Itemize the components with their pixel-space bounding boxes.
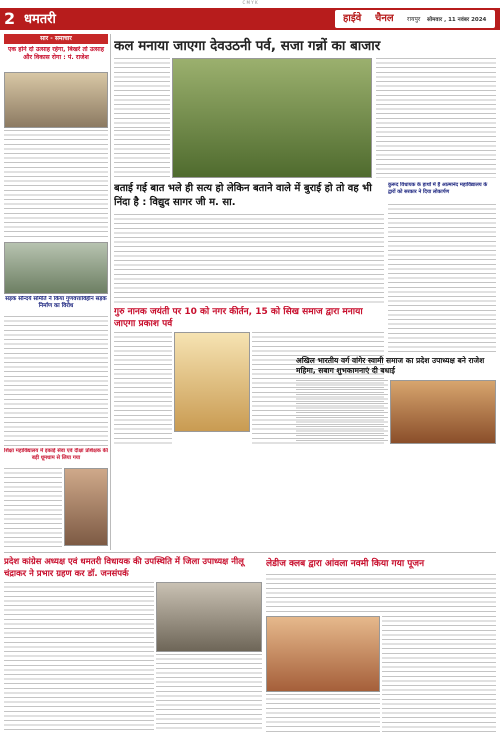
pradesh-body <box>4 582 154 732</box>
guru-photo <box>174 332 250 432</box>
brief1-headline: एक होने दो उत्साह रहेगा, बिखरे तो उत्साह और विकास रोगा : पं. राजेश <box>7 46 105 61</box>
guru-body-left <box>114 332 172 444</box>
lead-body <box>114 214 384 304</box>
paper-channel: चैनल <box>375 13 394 24</box>
right-top-headline: कुरूद विधायक के हाथों में है आत्मानंद महाविद्यालय के द्वारों को सरकार ने दिया लोकार्पण <box>388 182 488 195</box>
banner-photo <box>172 58 372 178</box>
pradesh-photo <box>156 582 262 652</box>
ladies-body3 <box>266 694 380 732</box>
ladies-photo <box>266 616 380 692</box>
paper-name-box <box>335 10 495 28</box>
section-name: धमतरी <box>24 12 56 27</box>
brief3-headline: शिक्षा महाविद्यालय में इकाई सेवा एवं दीक्षा प्रशिक्षक की बड़ी धूमधाम से लिया गया <box>4 448 108 461</box>
paper-date: सोमवार , 11 नवंबर 2024 <box>427 17 487 23</box>
cmyk-strip: C M Y K <box>242 0 258 5</box>
banner-col2 <box>114 130 170 178</box>
brief3-body <box>4 468 62 548</box>
banner-headline: कल मनाया जाएगा देवउठनी पर्व, सजा गन्नों का बाजार <box>114 38 381 54</box>
sidebar-title-bar: सार - समाचार <box>4 34 108 44</box>
paper-name: हाईवे <box>343 13 362 24</box>
brief1-photo <box>4 72 108 128</box>
samaj-body <box>296 380 388 444</box>
paper-city: रायपुर <box>407 16 421 23</box>
banner-col1 <box>114 58 170 128</box>
ladies-headline: लेडीज क्लब द्वारा आंवला नवमी किया गया पूजन <box>266 559 425 569</box>
brief3-photo <box>64 468 108 546</box>
ladies-body <box>266 574 496 614</box>
samaj-headline: अखिल भारतीय वर्ग वांगेर स्वामी समाज का प्रदेश उपाध्यक्ष बने राजेश महिमा, सबाग शुभकामनाएं दी बधाई <box>296 356 485 375</box>
banner-col3 <box>376 58 496 178</box>
pradesh-headline: प्रदेश कांग्रेस अध्यक्ष एवं धमतरी विधायक की उपस्थिति में जिला उपाध्यक्ष नीलू चंद्राकर ने प्रभार ग्रहण कर डॉ. जनसंपर्क <box>4 557 244 579</box>
samaj-photo <box>390 380 496 444</box>
ladies-body2 <box>382 616 496 732</box>
brief2-body <box>4 316 108 446</box>
pradesh-body2 <box>156 654 262 732</box>
right-top-body <box>388 204 496 354</box>
brief2-photo <box>4 242 108 294</box>
guru-headline: गुरु नानक जयंती पर 10 को नगर कीर्तन, 15 को सिख समाज द्वारा मनाया जाएगा प्रकाश पर्व <box>114 307 363 329</box>
brief2-headline: सड़क सौन्दर्य समिति ने किया गुणवत्ताविहीन सड़क निर्माण का विरोध <box>5 296 107 309</box>
lead-headline: बताई गई बात भले ही सत्य हो लेकिन बताने वाले में बुराई हो तो वह भी निंदा है : विद्युद सागर जी म. सा. <box>114 183 372 208</box>
brief1-body <box>4 130 108 240</box>
masthead <box>0 8 500 30</box>
page-number: 2 <box>4 10 16 28</box>
